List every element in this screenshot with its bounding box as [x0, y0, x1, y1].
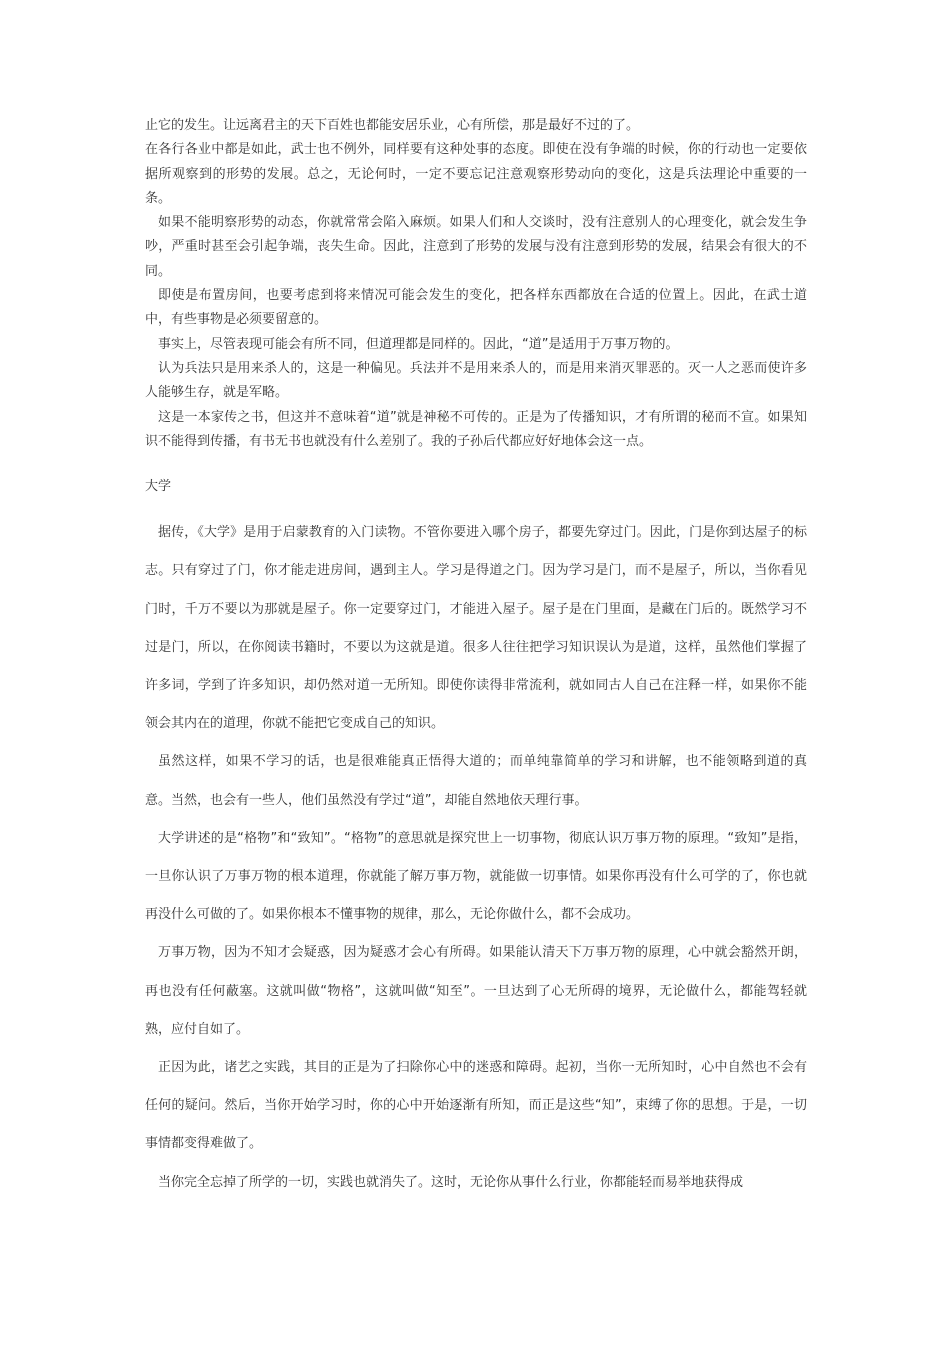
paragraph: 即使是布置房间，也要考虑到将来情况可能会发生的变化，把各样东西都放在合适的位置上。因此，在武士道中，有些事物是必须要留意的。	[145, 288, 807, 328]
paragraph: 这是一本家传之书，但这并不意味着“道”就是神秘不可传的。正是为了传播知识，才有所谓的秘而不宣。如果知识不能得到传播，有书无书也就没有什么差别了。我的子孙后代都应好好地体会这一点。	[145, 409, 807, 449]
paragraph: 当你完全忘掉了所学的一切，实践也就消失了。这时，无论你从事什么行业，你都能轻而易举地获得成	[158, 1174, 744, 1190]
document-page	[145, 114, 807, 1202]
paragraph: 大学讲述的是“格物”和“致知”。“格物”的意思就是探究世上一切事物，彻底认识万事万物的原理。“致知”是指，一旦你认识了万事万物的根本道理，你就能了解万事万物，就能做一切事情。如果你再没有什么可学的了，你也就再没什么可做的了。如果你根本不懂事物的规律，那么，无论你做什么，都不会成功。	[145, 830, 807, 923]
paragraph: 如果不能明察形势的动态，你就常常会陷入麻烦。如果人们和人交谈时，没有注意别人的心理变化，就会发生争吵，严重时甚至会引起争端，丧失生命。因此，注意到了形势的发展与没有注意到形势的发展，结果会有很大的不同。	[145, 215, 807, 279]
paragraph: 虽然这样，如果不学习的话，也是很难能真正悟得大道的；而单纯靠简单的学习和讲解，也不能领略到道的真意。当然，也会有一些人，他们虽然没有学过“道”，却能自然地依天理行事。	[145, 754, 807, 808]
paragraph: 万事万物，因为不知才会疑惑，因为疑惑才会心有所碍。如果能认清天下万事万物的原理，心中就会豁然开朗，再也没有任何蔽塞。这就叫做“物格”，这就叫做“知至”。一旦达到了心无所碍的境界，无论做什么，都能驾轻就熟，应付自如了。	[145, 945, 807, 1037]
section-title: 大学	[145, 479, 172, 495]
paragraph: 在各行各业中都是如此，武士也不例外，同样要有这种处事的态度。即使在没有争端的时候，你的行动也一定要依据所观察到的形势的发展。总之，无论何时，一定不要忘记注意观察形势动向的变化，这是兵法理论中重要的一条。	[145, 142, 807, 206]
paragraph: 正因为此，诸艺之实践，其目的正是为了扫除你心中的迷惑和障碍。起初，当你一无所知时，心中自然也不会有任何的疑问。然后，当你开始学习时，你的心中开始逐渐有所知，而正是这些“知”，束缚了你的思想。于是，一切事情都变得难做了。	[145, 1060, 807, 1152]
paragraph: 止它的发生。让远离君主的天下百姓也都能安居乐业，心有所偿，那是最好不过的了。	[145, 118, 640, 133]
paragraph: 据传，《大学》是用于启蒙教育的入门读物。不管你要进入哪个房子，都要先穿过门。因此，门是你到达屋子的标志。只有穿过了门，你才能走进房间，遇到主人。学习是得道之门。因为学习是门，而不是屋子，所以，当你看见门时，千万不要以为那就是屋子。你一定要穿过门，才能进入屋子。屋子是在门里面，是藏在门后的。既然学习不过是门，所以，在你阅读书籍时，不要以为这就是道。很多人往往把学习知识误认为是道，这样，虽然他们掌握了许多词，学到了许多知识，却仍然对道一无所知。即使你读得非常流利，就如同古人自己在注释一样，如果你不能领会其内在的道理，你就不能把它变成自己的知识。	[145, 525, 807, 732]
paragraph: 事实上，尽管表现可能会有所不同，但道理都是同样的。因此，“道”是适用于万事万物的。	[158, 336, 679, 352]
paragraph: 认为兵法只是用来杀人的，这是一种偏见。兵法并不是用来杀人的，而是用来消灭罪恶的。灭一人之恶而使许多人能够生存，就是军略。	[145, 360, 807, 401]
